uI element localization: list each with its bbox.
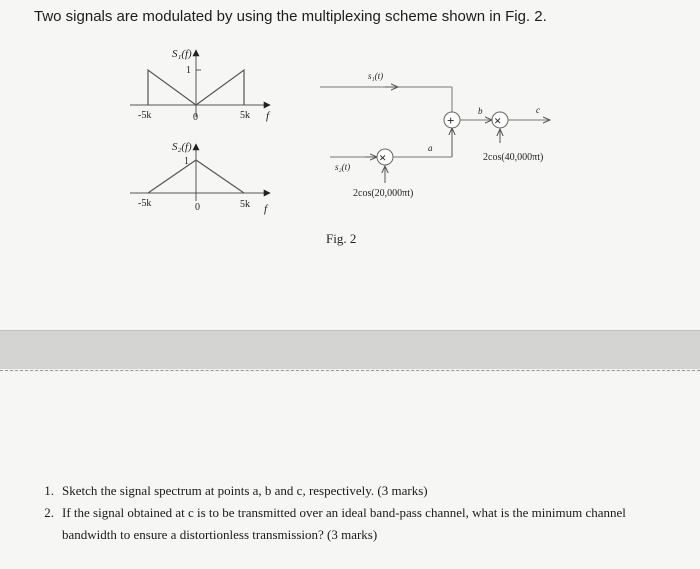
problem-statement: Two signals are modulated by using the multiplexing scheme shown in Fig. 2. xyxy=(34,8,547,25)
point-c-label: c xyxy=(536,105,540,115)
adder-symbol: + xyxy=(447,113,455,128)
dashed-divider xyxy=(0,370,700,371)
question-1-text: Sketch the signal spectrum at points a, b and c, respectively. (3 marks) xyxy=(62,483,428,498)
question-2-text: If the signal obtained at c is to be transmitted over an ideal band-pass channel, what is the minimum channel bandwidth to ensure a distortionless transmission? (3 marks) xyxy=(62,505,626,542)
s1-label: S₁(f) xyxy=(172,48,192,60)
s2-tick-zero: 0 xyxy=(195,202,200,213)
question-1-number: 1. xyxy=(44,483,54,498)
s1-peak-label: 1 xyxy=(186,65,191,76)
spectrum-s1-plot xyxy=(130,48,271,123)
s2-axis-f: f xyxy=(264,203,268,215)
point-a-label: a xyxy=(428,143,433,153)
block-diagram xyxy=(320,71,550,199)
s2-tick-5k: 5k xyxy=(240,199,250,210)
question-2-number: 2. xyxy=(44,505,54,520)
separator-band xyxy=(0,330,700,369)
question-2 xyxy=(26,502,676,546)
multiplier-2-symbol: × xyxy=(494,113,502,128)
s1-tick-zero: 0 xyxy=(193,112,198,123)
question-list xyxy=(26,480,676,546)
s1-axis-f: f xyxy=(266,110,270,122)
carrier-2-label: 2cos(40,000πt) xyxy=(483,152,544,163)
s1-tick-minus5k: -5k xyxy=(138,110,152,121)
question-1 xyxy=(26,480,676,502)
multiplier-1-symbol: × xyxy=(379,150,387,165)
s1-tick-5k: 5k xyxy=(240,110,250,121)
s2-peak-label: 1 xyxy=(184,156,189,167)
s2-label: S₂(f) xyxy=(172,141,192,153)
s2-tick-minus5k: -5k xyxy=(138,198,152,209)
s2-time-label: s₂(t) xyxy=(335,162,351,172)
figure-caption: Fig. 2 xyxy=(326,231,357,246)
carrier-1-label: 2cos(20,000πt) xyxy=(353,188,414,199)
spectrum-s2-plot xyxy=(130,141,270,215)
point-b-label: b xyxy=(478,106,483,116)
s1-time-label: s₁(t) xyxy=(368,71,384,81)
